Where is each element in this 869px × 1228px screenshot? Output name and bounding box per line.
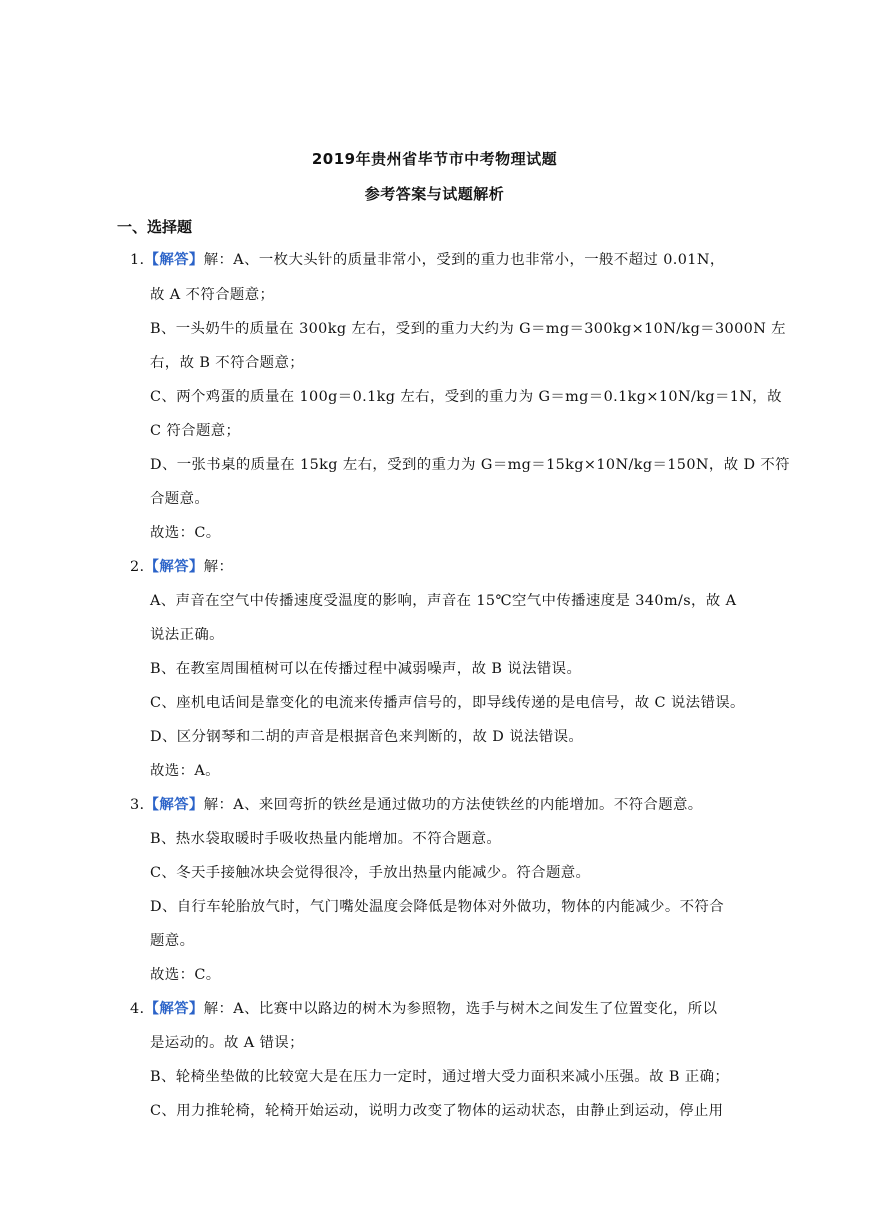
answer-line: 合题意。 bbox=[150, 491, 210, 507]
answer-line bbox=[130, 557, 233, 577]
answer-line bbox=[130, 999, 717, 1019]
answer-text: 解：A、比赛中以路边的树木为参照物，选手与树木之间发生了位置变化，所以 bbox=[203, 1001, 718, 1017]
answer-line: 是运动的。故 A 错误； bbox=[150, 1035, 304, 1051]
answer-tag: 【解答】 bbox=[144, 1001, 204, 1017]
answer-line: C 符合题意； bbox=[150, 423, 241, 439]
answer-line: 故 A 不符合题意； bbox=[150, 287, 275, 303]
answer-line: D、一张书桌的质量在 15kg 左右，受到的重力为 G＝mg＝15kg×10N/kg＝150N，故 D 不符 bbox=[150, 457, 790, 473]
answer-line: C、冬天手接触冰块会觉得很冷，手放出热量内能减少。符合题意。 bbox=[150, 865, 591, 881]
section-heading: 一、选择题 bbox=[117, 218, 193, 236]
document-subtitle: 参考答案与试题解析 bbox=[364, 185, 505, 203]
answer-line: B、一头奶牛的质量在 300kg 左右，受到的重力大约为 G＝mg＝300kg×10N/kg＝3000N 左 bbox=[150, 321, 786, 337]
answer-line: C、用力推轮椅，轮椅开始运动，说明力改变了物体的运动状态，由静止到运动，停止用 bbox=[150, 1103, 724, 1119]
answer-line: D、自行车轮胎放气时，气门嘴处温度会降低是物体对外做功，物体的内能减少。不符合 bbox=[150, 899, 724, 915]
question-number: 4. bbox=[130, 1001, 145, 1017]
question-number: 2. bbox=[130, 559, 145, 575]
answer-line: B、热水袋取暖时手吸收热量内能增加。不符合题意。 bbox=[150, 831, 502, 847]
answer-line: D、区分钢琴和二胡的声音是根据音色来判断的，故 D 说法错误。 bbox=[150, 729, 584, 745]
answer-tag: 【解答】 bbox=[144, 797, 204, 813]
document-title: 2019年贵州省毕节市中考物理试题 bbox=[311, 150, 558, 168]
question-number: 1. bbox=[130, 252, 145, 268]
answer-line: B、轮椅坐垫做的比较宽大是在压力一定时，通过增大受力面积来减小压强。故 B 正确； bbox=[150, 1069, 730, 1085]
answer-line: 故选：A。 bbox=[150, 763, 220, 779]
answer-line: B、在教室周围植树可以在传播过程中减弱噪声，故 B 说法错误。 bbox=[150, 661, 582, 677]
answer-tag: 【解答】 bbox=[144, 252, 204, 268]
answer-line: 故选：C。 bbox=[150, 967, 221, 983]
answer-line: 说法正确。 bbox=[150, 627, 224, 643]
answer-text: 解：A、来回弯折的铁丝是通过做功的方法使铁丝的内能增加。不符合题意。 bbox=[203, 797, 703, 813]
answer-line: C、座机电话间是靠变化的电流来传播声信号的，即导线传递的是电信号，故 C 说法错误。 bbox=[150, 695, 745, 711]
answer-line: 故选：C。 bbox=[150, 525, 221, 541]
answer-line: 题意。 bbox=[150, 933, 195, 949]
answer-text: 解：A、一枚大头针的质量非常小，受到的重力也非常小，一般不超过 0.01N， bbox=[203, 252, 725, 268]
answer-line: A、声音在空气中传播速度受温度的影响，声音在 15℃空气中传播速度是 340m/s，故 A bbox=[150, 593, 737, 609]
answer-line bbox=[130, 250, 725, 270]
answer-tag: 【解答】 bbox=[144, 559, 204, 575]
answer-text: 解： bbox=[203, 559, 234, 575]
question-number: 3. bbox=[130, 797, 145, 813]
answer-line bbox=[130, 795, 703, 815]
answer-line: C、两个鸡蛋的质量在 100g＝0.1kg 左右，受到的重力为 G＝mg＝0.1kg×10N/kg＝1N，故 bbox=[150, 389, 782, 405]
answer-line: 右，故 B 不符合题意； bbox=[150, 355, 305, 371]
